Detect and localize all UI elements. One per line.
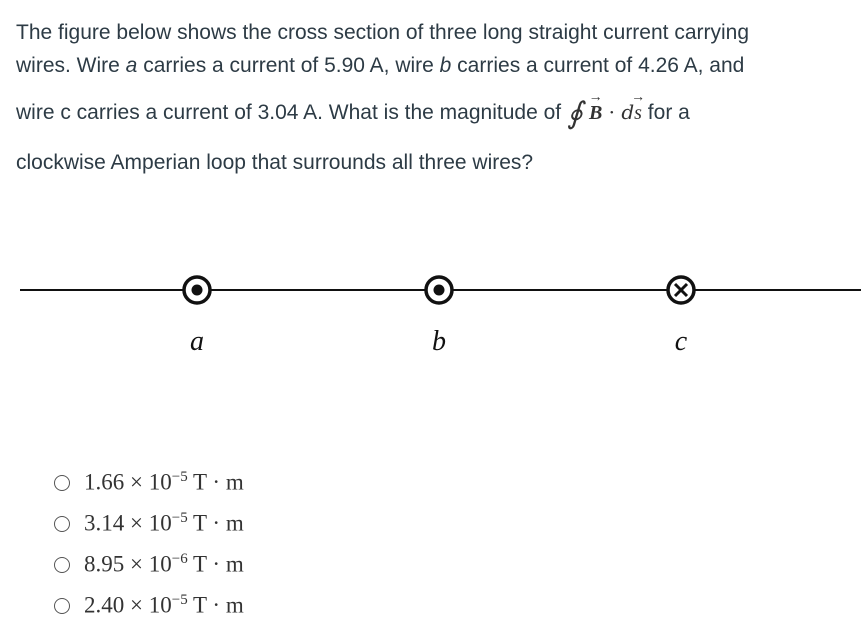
wire-a-ref: a bbox=[125, 54, 138, 77]
question-line-2 bbox=[16, 49, 851, 82]
option-2[interactable] bbox=[54, 503, 244, 544]
exponent: −6 bbox=[171, 551, 188, 568]
unit: T · m bbox=[187, 551, 244, 577]
text-segment: carries a current of 3.04 A. What is the magnitude of bbox=[70, 101, 562, 124]
option-label bbox=[84, 510, 244, 537]
question-line-1: The figure below shows the cross section of three long straight current carrying bbox=[16, 21, 750, 44]
vector-s: → s bbox=[634, 97, 642, 130]
wire-diagram bbox=[0, 240, 861, 360]
exponent: −5 bbox=[171, 592, 188, 609]
wire-b-out-of-page-icon bbox=[426, 277, 452, 303]
vector-b: → B bbox=[589, 97, 602, 130]
radio-button[interactable] bbox=[54, 598, 70, 614]
text-segment: for a bbox=[641, 101, 690, 124]
times-ten: × 10 bbox=[124, 510, 172, 536]
label-b: b bbox=[432, 326, 446, 357]
question-text bbox=[16, 16, 851, 82]
wire-a-out-of-page-icon bbox=[184, 277, 210, 303]
option-4[interactable] bbox=[54, 585, 244, 626]
radio-button[interactable] bbox=[54, 557, 70, 573]
radio-button[interactable] bbox=[54, 475, 70, 491]
label-a: a bbox=[190, 326, 204, 357]
mantissa: 1.66 bbox=[84, 469, 125, 495]
dot-operator: · bbox=[602, 100, 622, 124]
option-label bbox=[84, 551, 244, 578]
answer-options bbox=[54, 462, 244, 626]
exponent: −5 bbox=[171, 469, 188, 486]
mantissa: 2.40 bbox=[84, 592, 125, 618]
text-segment: carries a current of 4.26 A, and bbox=[451, 54, 745, 77]
times-ten: × 10 bbox=[124, 551, 172, 577]
times-ten: × 10 bbox=[124, 469, 172, 495]
line-integral bbox=[566, 96, 642, 131]
question-line-4: clockwise Amperian loop that surrounds all three wires? bbox=[16, 151, 534, 174]
unit: T · m bbox=[187, 469, 244, 495]
wire-c-ref: c bbox=[60, 101, 71, 124]
text-segment: carries a current of 5.90 A, wire bbox=[137, 54, 440, 77]
label-c: c bbox=[674, 326, 688, 357]
question-line-3 bbox=[16, 93, 851, 130]
option-label bbox=[84, 469, 244, 496]
d-symbol: d bbox=[621, 100, 635, 124]
contour-integral-icon: ∮ bbox=[566, 96, 583, 131]
mantissa: 3.14 bbox=[84, 510, 125, 536]
radio-button[interactable] bbox=[54, 516, 70, 532]
exponent: −5 bbox=[171, 510, 188, 527]
text-segment: wires. Wire bbox=[16, 54, 126, 77]
wire-b-ref: b bbox=[439, 54, 452, 77]
text-segment: wire bbox=[16, 101, 61, 124]
mantissa: 8.95 bbox=[84, 551, 125, 577]
wire-c-into-page-icon bbox=[668, 277, 694, 303]
option-3[interactable] bbox=[54, 544, 244, 585]
unit: T · m bbox=[187, 510, 244, 536]
option-1[interactable] bbox=[54, 462, 244, 503]
option-label bbox=[84, 592, 244, 619]
times-ten: × 10 bbox=[124, 592, 172, 618]
unit: T · m bbox=[187, 592, 244, 618]
